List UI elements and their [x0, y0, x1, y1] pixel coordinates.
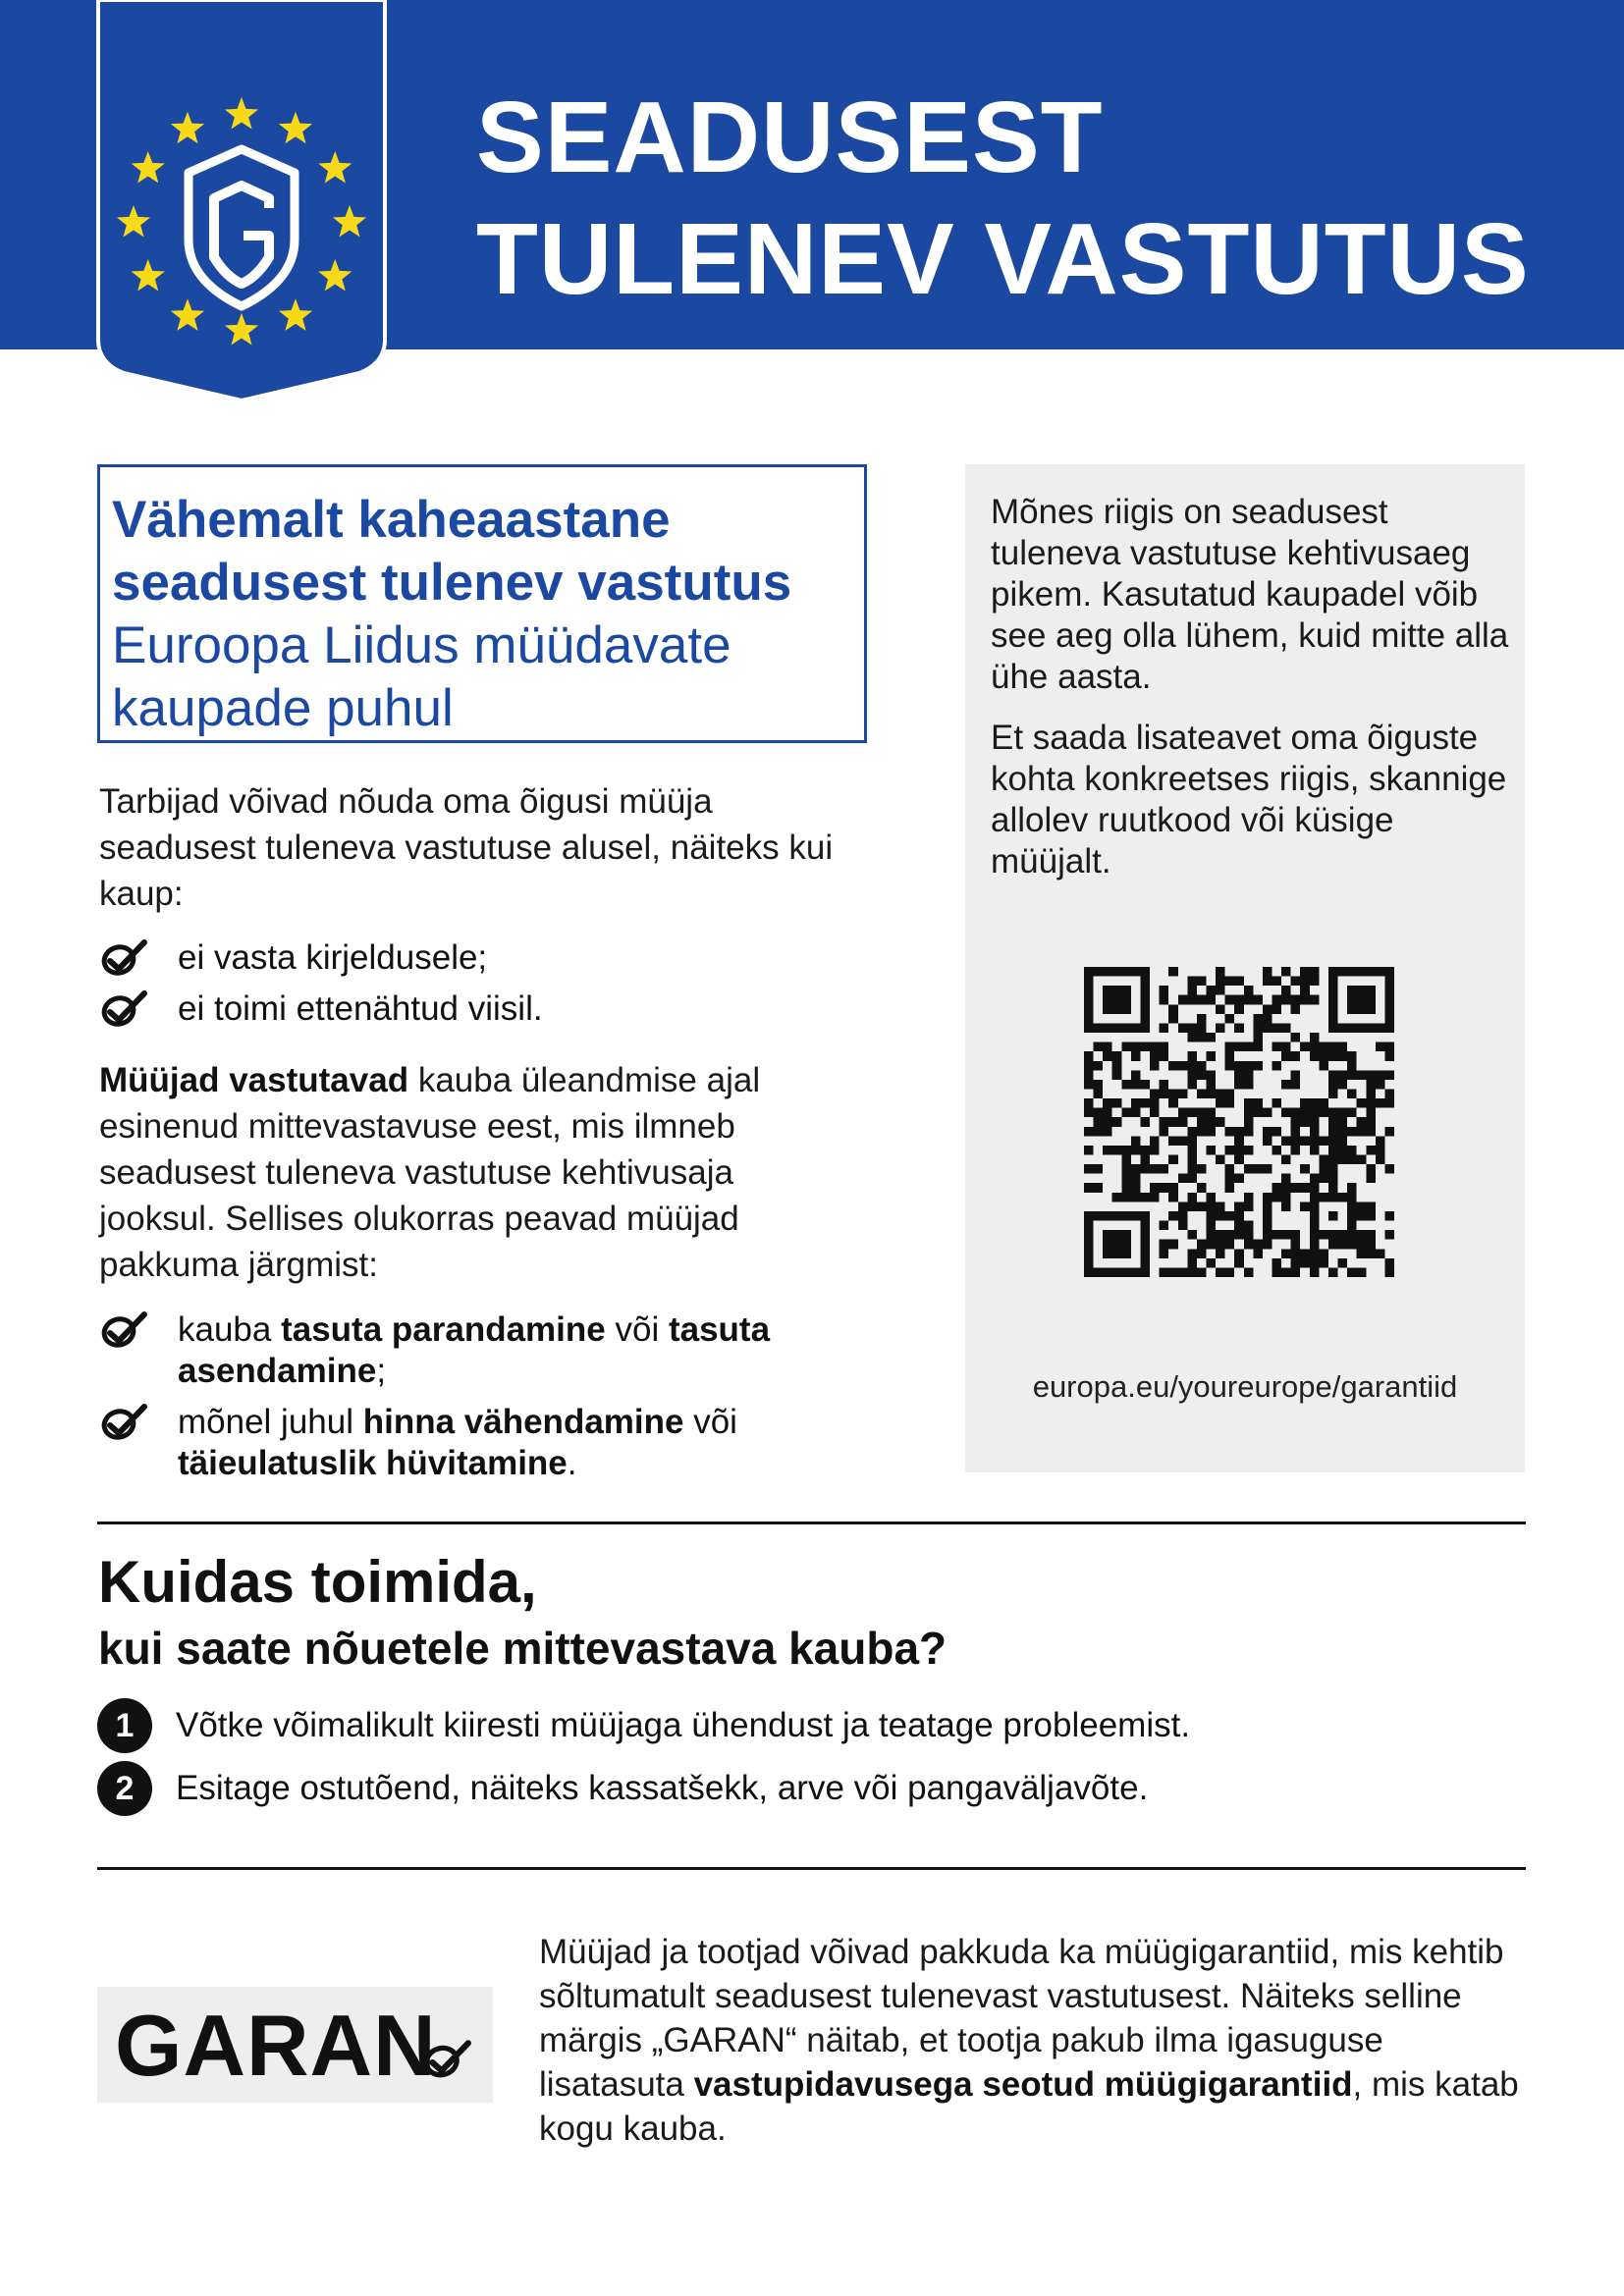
info-link[interactable]: europa.eu/youreurope/garantiid: [1032, 1369, 1458, 1404]
section-subtitle: kui saate nõuetele mittevastava kauba?: [98, 1623, 947, 1674]
list-item: [99, 1309, 865, 1392]
sidebar-para-2: Et saada lisateavet oma õiguste kohta konkreetses riigis, skannige allolev ruutkood või küsige müüjalt.: [991, 719, 1507, 881]
list-item-text: ei toimi ettenähtud viisil.: [178, 989, 543, 1028]
remedy-bold: täieulatuslik hüvitamine: [178, 1444, 568, 1482]
step-item: [97, 1761, 1190, 1824]
eu-shield-logo-icon: [94, 0, 389, 402]
step-number-icon: 2: [97, 1761, 152, 1816]
remedy-text: või: [605, 1310, 669, 1349]
checkmark-icon: [99, 1311, 148, 1349]
step-text: Esitage ostutõend, näiteks kassatšekk, arve või pangaväljavõte.: [176, 1769, 1149, 1807]
garan-logo-text: GARAN: [115, 1997, 437, 2094]
remedy-bold: tasuta asendamine: [178, 1310, 771, 1390]
remedy-text: ;: [376, 1352, 387, 1390]
sidebar-para-1: Mõnes riigis on seadusest tuleneva vastutuse kehtivusaeg pikem. Kasutatud kaupadel võib see aeg olla lühem, kuid mitte alla ühe aasta.: [991, 493, 1509, 696]
remedy-text: mõnel juhul: [178, 1403, 363, 1441]
page-title: [476, 77, 1530, 320]
steps-list: [97, 1698, 1190, 1824]
headline-regular: Euroopa Liidus müüdavate kaupade puhul: [112, 616, 731, 737]
remedy-bold: hinna vähendamine: [362, 1403, 684, 1441]
checkmark-icon: [421, 2040, 472, 2079]
garan-body: Müüjad ja tootjad võivad pakkuda ka müügigarantiid, mis kehtib sõltumatult seadusest tulenevast vastutusest. Näiteks selline märgis „GARAN“ näitab, et tootja pakub ilma igasuguse lisatasuta: [539, 1933, 1504, 2104]
title-line-2: TULENEV VASTUTUS: [476, 202, 1530, 315]
list-item: [99, 988, 865, 1030]
remedy-text: .: [567, 1444, 577, 1482]
info-sidebar: [965, 464, 1525, 1472]
list-item: [99, 937, 865, 979]
step-item: [97, 1698, 1190, 1761]
sellers-text: [99, 1057, 855, 1288]
checkmark-icon: [99, 990, 148, 1028]
checkmark-icon: [99, 939, 148, 977]
sellers-body: kauba üleandmise ajal esinenud mittevastavuse eest, mis ilmneb seadusest tuleneva vastutuse kehtivusaja jooksul. Sellises olukorras peavad müüjad pakkuma järgmist:: [99, 1061, 761, 1284]
sellers-bold: Müüjad vastutavad: [99, 1061, 409, 1099]
remedy-text: või: [683, 1403, 737, 1441]
qr-code-icon[interactable]: [1084, 967, 1394, 1277]
intro-checklist: [99, 937, 865, 1040]
garan-body: , mis katab kogu kauba.: [539, 2065, 1519, 2148]
remedy-text: kauba: [178, 1310, 282, 1349]
title-line-1: SEADUSEST: [476, 80, 1104, 193]
divider: [97, 1522, 1526, 1524]
divider: [97, 1867, 1526, 1870]
section-title: Kuidas toimida,: [98, 1549, 537, 1615]
step-number-icon: 1: [97, 1698, 152, 1753]
step-text: Võtke võimalikult kiiresti müüjaga ühendust ja teatage probleemist.: [176, 1706, 1191, 1744]
headline-bold: Vähemalt kaheaastane seadusest tulenev vastutus: [112, 491, 792, 612]
checkmark-icon: [99, 1404, 148, 1441]
garan-text: [539, 1930, 1526, 2151]
remedy-bold: tasuta parandamine: [281, 1310, 606, 1349]
headline-box: [97, 464, 867, 743]
list-item: [99, 1402, 865, 1484]
remedies-checklist: [99, 1309, 865, 1494]
garan-bold: vastupidavusega seotud müügigarantiid: [693, 2065, 1353, 2104]
garan-logo: [97, 1987, 493, 2103]
intro-text: Tarbijad võivad nõuda oma õigusi müüja seadusest tuleneva vastutuse alusel, näiteks kui kaup:: [99, 782, 834, 913]
list-item-text: ei vasta kirjeldusele;: [178, 938, 488, 977]
